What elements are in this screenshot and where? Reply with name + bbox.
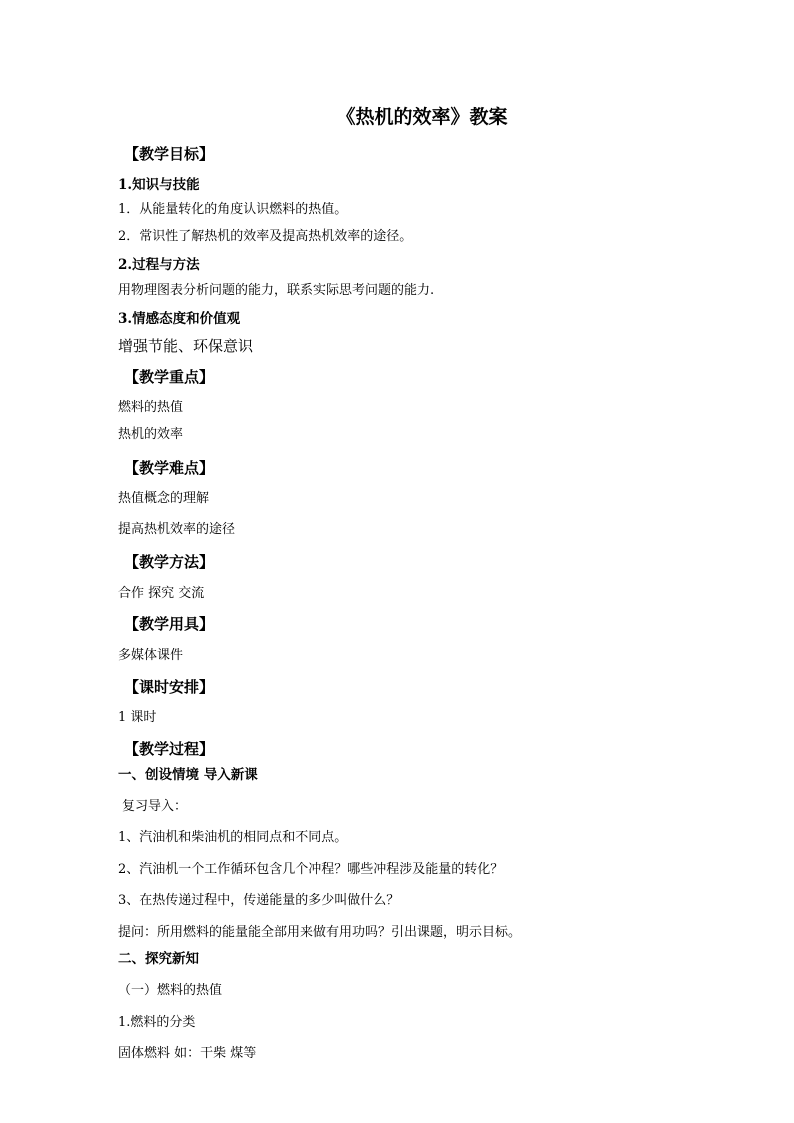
section-heading-tools: 【教学用具】 xyxy=(124,615,215,633)
review-question-3: 3、在热传递过程中，传递能量的多少叫做什么？ xyxy=(118,893,400,908)
subheading-attitude-values: 3.情感态度和价值观 xyxy=(118,311,241,327)
review-question-1: 1、汽油机和柴油机的相同点和不同点。 xyxy=(118,830,348,845)
section-heading-process: 【教学过程】 xyxy=(124,740,215,758)
schedule-text: 1 课时 xyxy=(118,710,157,725)
objective-item-1: 1．从能量转化的角度认识燃料的热值。 xyxy=(118,202,348,217)
review-intro-label: 复习导入： xyxy=(122,799,188,814)
key-point-2: 热机的效率 xyxy=(118,427,184,442)
topic-fuel-heat-value: （一）燃料的热值 xyxy=(118,983,223,998)
section-heading-methods: 【教学方法】 xyxy=(124,553,215,571)
subheading-explore: 二、探究新知 xyxy=(118,951,199,967)
review-question-2: 2、汽油机一个工作循环包含几个冲程？哪些冲程涉及能量的转化？ xyxy=(118,862,504,877)
attitude-values-text: 增强节能、环保意识 xyxy=(118,337,254,355)
solid-fuel-example: 固体燃料 如：干柴 煤等 xyxy=(118,1046,257,1061)
section-heading-objectives: 【教学目标】 xyxy=(124,145,215,163)
difficulty-2: 提高热机效率的途径 xyxy=(118,522,236,537)
page-title: 《热机的效率》教案 xyxy=(336,106,508,128)
subheading-knowledge-skills: 1.知识与技能 xyxy=(118,177,200,193)
tools-text: 多媒体课件 xyxy=(118,648,184,663)
section-heading-schedule: 【课时安排】 xyxy=(124,678,215,696)
difficulty-1: 热值概念的理解 xyxy=(118,491,210,506)
subheading-process-method: 2.过程与方法 xyxy=(118,257,200,273)
section-heading-key-points: 【教学重点】 xyxy=(124,368,215,386)
key-point-1: 燃料的热值 xyxy=(118,400,184,415)
methods-text: 合作 探究 交流 xyxy=(118,586,205,601)
section-heading-difficulties: 【教学难点】 xyxy=(124,459,215,477)
process-method-text: 用物理图表分析问题的能力，联系实际思考问题的能力. xyxy=(118,283,435,298)
subheading-intro: 一、创设情境 导入新课 xyxy=(118,767,258,783)
lead-in-question: 提问：所用燃料的能量能全部用来做有用功吗？引出课题，明示目标。 xyxy=(118,925,522,940)
objective-item-2: 2．常识性了解热机的效率及提高热机效率的途径。 xyxy=(118,229,413,244)
fuel-classification: 1.燃料的分类 xyxy=(118,1015,196,1030)
